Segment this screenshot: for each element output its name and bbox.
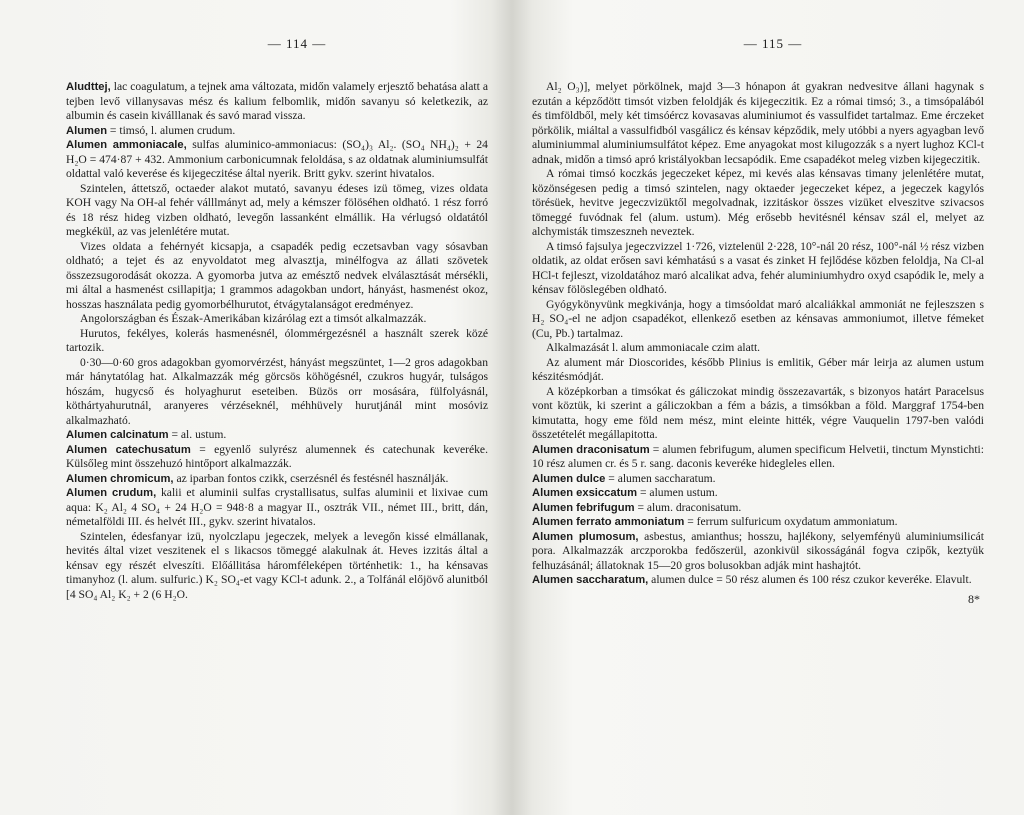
entry-text: = ferrum sulfuricum oxydatum ammoniatum. (684, 515, 898, 528)
entry-text: = alumen febrifugum, alumen specificum Helvetii, tinctum Mynstichti: 10 rész alumen cr. és 5 r. sang. daconis keveréke hidegleles ellen. (532, 442, 984, 470)
paragraph (532, 515, 984, 530)
entry-text: A középkorban a timsókat és gáliczokat mindig összezavarták, s bizonyos határt Paracelsus vont köztük, ki szerint a gáliczokban a fém a bázis, a timsókban a föld. Marggraf 1754-ben kimutatta, hogy eme föld nem mész, mint eleinte hitték, végre Vauquelin 1797-ben valódi összetételét megállapitotta. (532, 384, 984, 441)
entry-text: az iparban fontos czikk, cserzésnél és festésnél használják. (173, 471, 449, 485)
paragraph (66, 443, 488, 472)
entry-term: Aludttej, (66, 81, 111, 93)
entry-text: 0·30—0·60 gros adagokban gyomorvérzést, hányást megszüntet, 1—2 gros adagokban már hánytatólag hat. Alkalmazzák még görcsös köhögésnél, czukros hugyár, tulságos hószám, hugycső és holyaghurut eseteiben. Büzös orr mosására, fülfolyásnál, köthártyahurutnál, aranyeres vérzéseknél, méhhüvely hurutjánál mint mosóviz alkalmazható. (66, 355, 488, 427)
entry-text: = alumen ustum. (637, 486, 718, 499)
entry-term: Alumen calcinatum (66, 429, 169, 441)
entry-text: Szintelen, édesfanyar izü, nyolczlapu jegeczek, melyek a levegőn kissé elmállanak, hevités által vizet veszitenek el s likacsos tömeggé alakulnak át. Heves izzitás által a kénsav egy részét elveszíti. Előállitása háromféleképen történhetik: 1., ha kénsavas timanyhoz (l. alum. sulfuric.) K₂ SO₄-et vagy KCl-t adunk. 2., a Tolfánál előjövő alunitból [4 SO₄ Al₂ K₂ + 2 (6 H₂O. (66, 529, 488, 601)
entry-text: Angolországban és Észak-Amerikában kizárólag ezt a timsót alkalmazzák. (80, 312, 427, 325)
entry-term: Alumen febrifugum (532, 501, 635, 514)
paragraph (532, 501, 984, 516)
entry-text: Al₂ O₃)], melyet pörkölnek, majd 3—3 hónapon át gyakran nedvesitve állani hagynak s ezután a képződött timsót vizben feloldják és kijegeczitik. Ez a római timsó; 3., a timsópalából és timföldből, mely két timsóércz kovasavas aluminiumot és vassulfidet tartalmaz. Eme érczeket pörkölik, miáltal a vassulfidból vasgálicz és kénsav képződik, mely utóbbi a nyers agyagban levő aluminiummal aluminiumsulfátot képez. Eme anyagokat most kilugozzák s a nyert lughoz KCl-t adnak, midőn a timsó apró kristályokban lecsapódik. Eme csapadékot meleg vizben kijegeczitik. (532, 80, 984, 166)
page-number-left: — 114 — (267, 36, 327, 51)
right-page-body (532, 80, 984, 588)
entry-term: Alumen crudum, (66, 487, 157, 499)
entry-text: alumen dulce = 50 rész alumen és 100 rész czukor keveréke. Elavult. (648, 573, 972, 586)
entry-text: kalii et aluminii sulfas crystallisatus, sulfas aluminii et lixivae cum aqua: K₂ Al₂ 4 SO₄ + 24 H₂O = 948·8 a magyar II., osztrák VII., német III., britt, dán, németalföldi III. és helvét III., gykv. szerint hivatalos. (66, 486, 488, 528)
paragraph (532, 240, 984, 298)
paragraph (532, 486, 984, 501)
entry-text: = egyenlő sulyrész alumennek és catechunak keveréke. Külsőleg mint összehuzó hintőport alkalmazzák. (66, 442, 488, 470)
paragraph (532, 573, 984, 588)
paragraph (66, 327, 488, 356)
paragraph (66, 356, 488, 429)
paragraph (532, 356, 984, 385)
entry-text: = timsó, l. alumen crudum. (107, 123, 236, 137)
entry-term: Alumen ammoniacale, (66, 139, 187, 151)
entry-text: Az alument már Dioscorides, később Plinius is emlitik, Géber már leirja az alumen ustum készitésmódját. (532, 355, 984, 383)
right-page (514, 0, 1024, 815)
paragraph (66, 80, 488, 124)
paragraph (532, 443, 984, 472)
entry-term: Alumen dulce (532, 472, 606, 485)
entry-term: Alumen catechusatum (66, 443, 191, 456)
entry-term: Alumen ferrato ammoniatum (532, 516, 685, 528)
entry-text: Gyógykönyvünk megkivánja, hogy a timsóoldat maró alcaliákkal ammoniát ne fejleszszen s H₂ SO₄-el ne adjon csapadékot, ellenkező esetben az kénsavas ammoniumot, illetve fémeket (Cu, Pb.) tartalmaz. (532, 297, 984, 340)
paragraph (66, 530, 488, 603)
paragraph (532, 298, 984, 342)
paragraph (66, 472, 488, 487)
paragraph (532, 472, 984, 487)
signature-mark: 8* (968, 591, 980, 606)
paragraph (66, 240, 488, 313)
entry-text: = al. ustum. (168, 428, 227, 441)
paragraph (532, 341, 984, 356)
paragraph (532, 530, 984, 574)
paragraph (66, 428, 488, 443)
entry-term: Alumen plumosum, (532, 530, 639, 543)
paragraph (66, 486, 488, 530)
entry-text: Szintelen, áttetsző, octaeder alakot mutató, savanyu édeses izü tömeg, vizes oldata KOH vagy Na OH-al fehér válllmányt ad, mely a kémszer fölöséhen oldható. 1 rész forró és 18 rész hideg vizben oldható, levegőn lassanként elmállik. Ha vérlugsó oldatától megkékül, az vas jelenlétére mutat. (66, 181, 488, 238)
entry-text: Hurutos, fekélyes, kolerás hasmenésnél, ólommérgezésnél a használt szerek közé tartozik. (66, 326, 488, 354)
paragraph (532, 385, 984, 443)
left-page (0, 0, 510, 815)
entry-term: Alumen draconisatum (532, 443, 650, 456)
paragraph (66, 182, 488, 240)
entry-text: A római timsó koczkás jegeczeket képez, mi kevés alas kénsavas timany jelenlétére mutat, közönségesen pedig a timsó szintelen, nagy oktaeder jegeczeket képez, a jegeczek kagylós törésüek, hevitve jegeczvizüktől megolvadnak, izzitáskor összes vizüket elveszitve szivacsos tömeggé fuvódnak fel (alum. ustum). Még erősebb hevitésnél kénsav szál el, melyet az alchymisták timszeszneh neveztek. (532, 167, 984, 238)
entry-term: Alumen chromicum, (66, 472, 174, 485)
entry-text: Vizes oldata a fehérnyét kicsapja, a csapadék pedig eczetsavban vagy sósavban oldható; a tejet és az enyvoldatot meg alvasztja, minélfogva az állati szövetek összezsugorodását okozza. A gyomorba jutva az emésztő nedvek elválasztását mérsékli, mi által a hasmenést csillapitja; 1 grammos adagokban undort, hányást, hasmenést okoz, hosszas használata pedig gyomorbélhurutot, étvágytalanságot eredményez. (66, 239, 488, 311)
paragraph (66, 124, 488, 139)
entry-text: Alkalmazását l. alum ammoniacale czim alatt. (546, 341, 761, 354)
paragraph (66, 312, 488, 327)
entry-text: sulfas aluminico-ammoniacus: (SO₄)₃ Al₂. (SO₄ NH₄)₂ + 24 H₂O = 474·87 + 432. Ammonium carbonicumnak feloldása, s az oldatnak aluminiumsulfát oldattal való keverése és kijegeczitése által nyerik. Britt gykv. szerint hivatalos. (66, 138, 488, 180)
entry-text: = alumen saccharatum. (605, 471, 716, 485)
left-page-body (66, 80, 488, 602)
entry-text: A timsó fajsulya jegeczvizzel 1·726, viztelenül 2·228, 10°-nál 20 rész, 100°-nál ½ rész vizben oldatik, az oldat erősen savi kémhatású s a vasat és zinket H fejlődése közben feloldja, Na Cl-al HCl-t fejleszt, vizoldatához maró alcalikat adva, fehér aluminiumhydro oxyd csapódik le, mely a kénsav fölöslegében oldható. (532, 239, 984, 296)
paragraph (532, 167, 984, 240)
entry-term: Alumen exsiccatum (532, 487, 638, 499)
entry-term: Alumen (66, 124, 108, 137)
paragraph (66, 138, 488, 182)
entry-text: asbestus, amianthus; hosszu, hajlékony, selyemfényü aluminiumsilicát pora. Alkalmazzák arczporokba fedőszerül, azonkivül sikosságánál fogva czipők, keztyük felhuzásánál; állatoknak 15—20 gros bolusokban adják mint hashajtót. (532, 529, 984, 572)
paragraph (532, 80, 984, 167)
page-number-right: — 115 — (743, 36, 803, 51)
entry-term: Alumen saccharatum, (532, 574, 649, 586)
entry-text: lac coagulatum, a tejnek ama változata, midőn valamely erjesztő behatása alatt a tejben levő villanysavas mész és kalium felbomlik, midőn savanyu só keletkezik, az albumin és casein kiválllanak és savó marad vissza. (66, 80, 488, 122)
entry-text: = alum. draconisatum. (634, 500, 742, 514)
